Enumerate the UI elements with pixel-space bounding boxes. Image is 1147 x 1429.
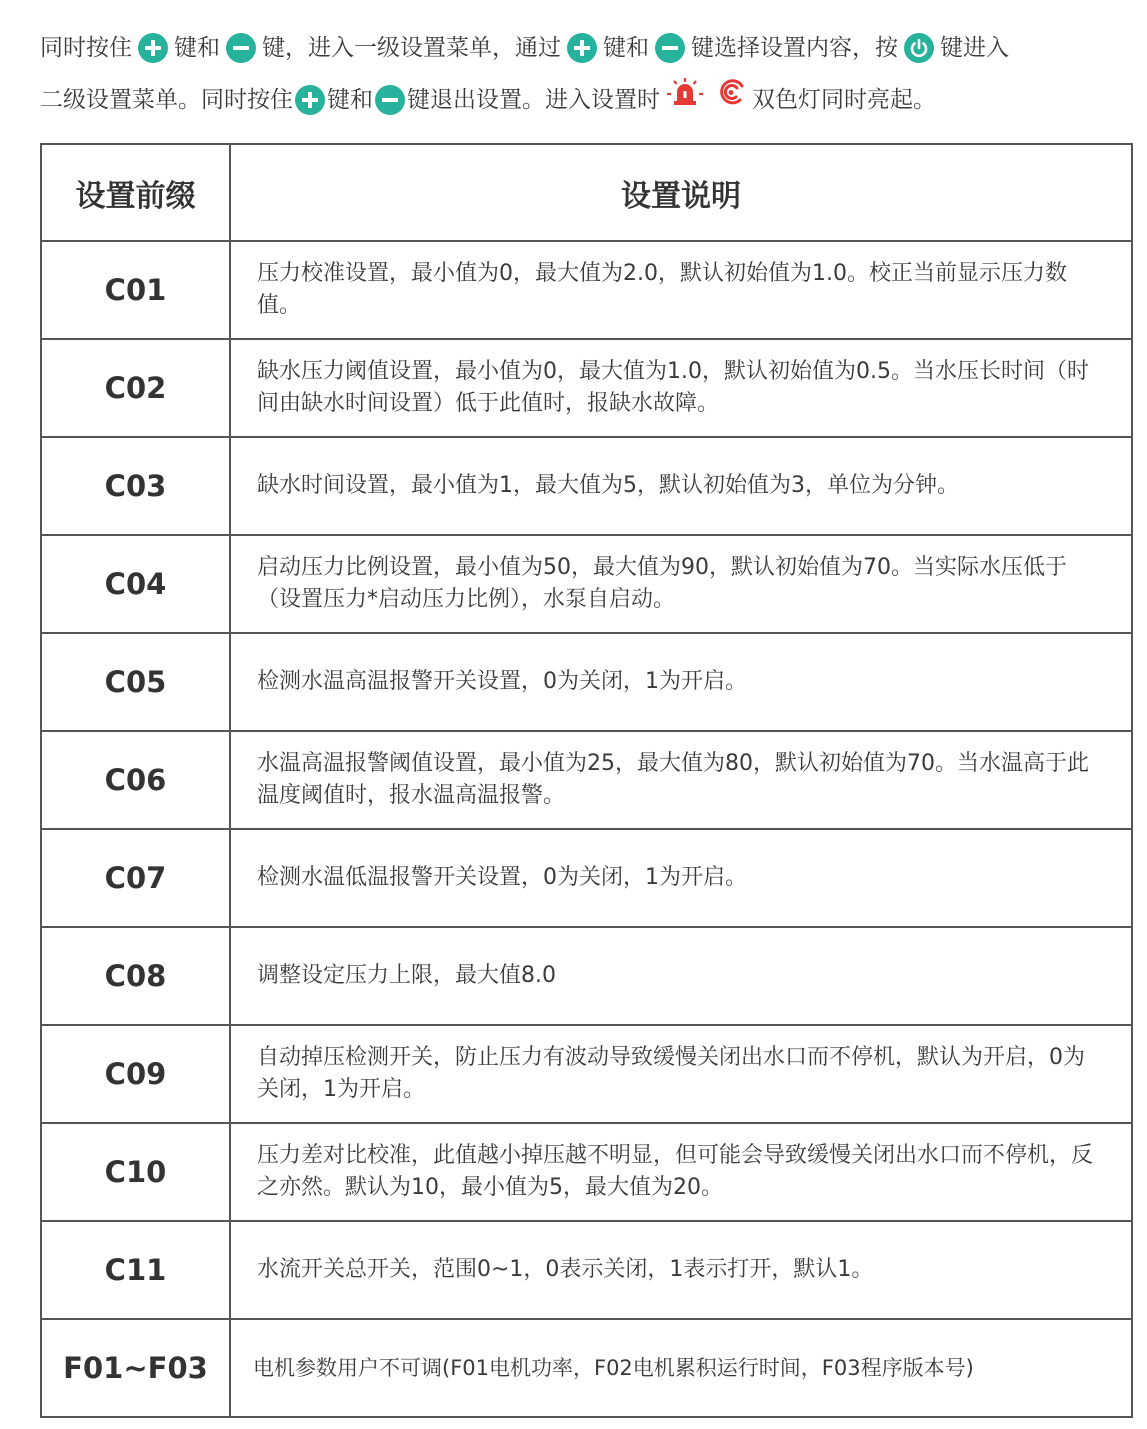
row-description: 水温高温报警阈值设置，最小值为25，最大值为80，默认初始值为70。当水温高于此温度阈值时，报水温高温报警。 (230, 731, 1132, 829)
table-row (41, 339, 1132, 437)
row-description: 调整设定压力上限，最大值8.0 (230, 927, 1132, 1025)
swirl-light-icon (716, 74, 746, 126)
table-row (41, 633, 1132, 731)
intro-text: 键退出设置。进入设置时 (407, 87, 660, 113)
row-prefix: C03 (41, 437, 230, 535)
table-row (41, 241, 1132, 339)
plus-icon (138, 33, 168, 63)
minus-icon (226, 33, 256, 63)
table-row (41, 1123, 1132, 1221)
intro-text: 键和 (603, 35, 649, 61)
intro-text: 双色灯同时亮起。 (752, 87, 936, 113)
row-prefix: C06 (41, 731, 230, 829)
row-prefix: C07 (41, 829, 230, 927)
intro-text: 键和 (174, 35, 220, 61)
header-description: 设置说明 (230, 144, 1132, 241)
intro-paragraph (40, 22, 1130, 126)
header-prefix: 设置前缀 (41, 144, 230, 241)
settings-table (40, 143, 1133, 1418)
table-row (41, 1319, 1132, 1417)
table-row (41, 829, 1132, 927)
intro-text: 同时按住 (40, 35, 132, 61)
row-description: 压力校准设置，最小值为0，最大值为2.0，默认初始值为1.0。校正当前显示压力数值。 (230, 241, 1132, 339)
intro-text: 键选择设置内容，按 (691, 35, 898, 61)
row-prefix: F01~F03 (41, 1319, 230, 1417)
table-row (41, 1025, 1132, 1123)
row-prefix: C08 (41, 927, 230, 1025)
row-prefix: C10 (41, 1123, 230, 1221)
row-description: 水流开关总开关，范围0~1，0表示关闭，1表示打开，默认1。 (230, 1221, 1132, 1319)
row-description: 压力差对比校准，此值越小掉压越不明显，但可能会导致缓慢关闭出水口而不停机，反之亦然。默认为10，最小值为5，最大值为20。 (230, 1123, 1132, 1221)
row-description: 缺水压力阈值设置，最小值为0，最大值为1.0，默认初始值为0.5。当水压长时间（时间由缺水时间设置）低于此值时，报缺水故障。 (230, 339, 1132, 437)
intro-text: 键和 (327, 87, 373, 113)
power-icon (904, 33, 934, 63)
row-prefix: C04 (41, 535, 230, 633)
row-description: 缺水时间设置，最小值为1，最大值为5，默认初始值为3，单位为分钟。 (230, 437, 1132, 535)
row-prefix: C02 (41, 339, 230, 437)
table-row (41, 1221, 1132, 1319)
intro-text: 键，进入一级设置菜单，通过 (262, 35, 561, 61)
plus-icon (567, 33, 597, 63)
row-description: 检测水温高温报警开关设置，0为关闭，1为开启。 (230, 633, 1132, 731)
row-prefix: C05 (41, 633, 230, 731)
intro-line-1 (40, 22, 1130, 74)
row-description: 启动压力比例设置，最小值为50，最大值为90，默认初始值为70。当实际水压低于（设置压力*启动压力比例），水泵自启动。 (230, 535, 1132, 633)
minus-icon (655, 33, 685, 63)
row-description: 检测水温低温报警开关设置，0为关闭，1为开启。 (230, 829, 1132, 927)
row-prefix: C01 (41, 241, 230, 339)
row-prefix: C11 (41, 1221, 230, 1319)
alarm-light-icon (666, 74, 704, 126)
row-description: 电机参数用户不可调(F01电机功率，F02电机累积运行时间，F03程序版本号) (230, 1319, 1132, 1417)
row-description: 自动掉压检测开关，防止压力有波动导致缓慢关闭出水口而不停机，默认为开启，0为关闭，1为开启。 (230, 1025, 1132, 1123)
row-prefix: C09 (41, 1025, 230, 1123)
intro-text: 键进入 (940, 35, 1009, 61)
intro-line-2 (40, 74, 1130, 126)
table-row (41, 437, 1132, 535)
table-header-row (41, 144, 1132, 241)
table-row (41, 535, 1132, 633)
plus-icon (295, 85, 325, 115)
minus-icon (375, 85, 405, 115)
intro-text: 二级设置菜单。同时按住 (40, 87, 293, 113)
table-row (41, 927, 1132, 1025)
table-row (41, 731, 1132, 829)
